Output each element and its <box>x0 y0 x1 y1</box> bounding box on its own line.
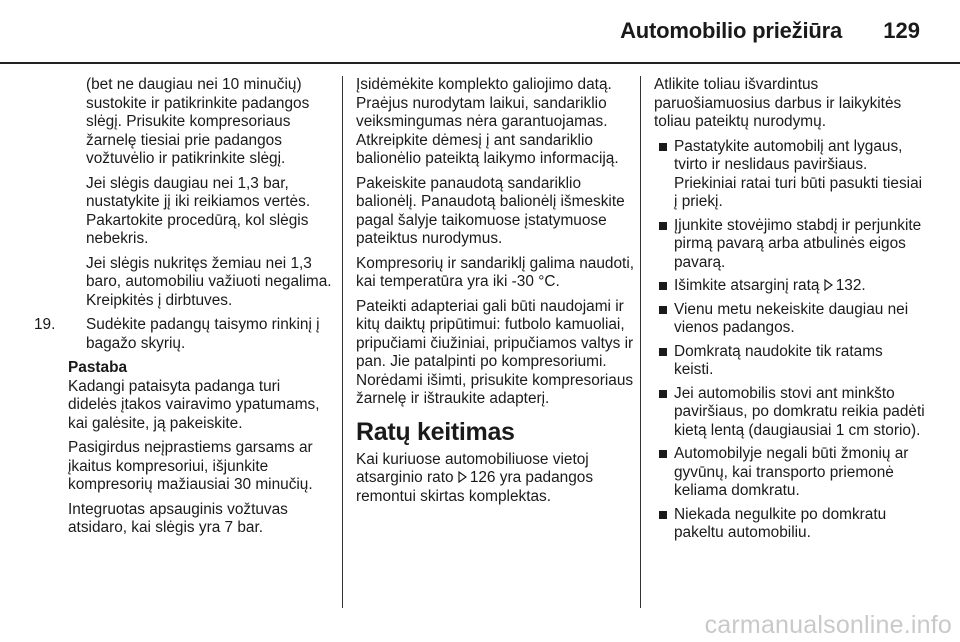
list-item <box>654 138 926 212</box>
bullet-square-icon <box>659 306 667 314</box>
list-item <box>654 445 926 501</box>
page-reference-arrow-icon <box>824 279 833 291</box>
bullet-square-icon <box>659 282 667 290</box>
paragraph: Jei slėgis daugiau nei 1,3 bar, nustatykite jį iki reikiamos vertės. Pakartokite procedūrą, kol slėgis nebekris. <box>86 174 311 247</box>
column-right <box>654 76 926 548</box>
page-header <box>0 0 960 62</box>
page-reference-arrow-icon <box>458 471 467 483</box>
note-text: Kadangi pataisyta padanga turi didelės įtakos vairavimo ypatumams, kai galėsite, ją pakeiskite. <box>68 377 320 432</box>
paragraph: Jei slėgis nukritęs žemiau nei 1,3 baro, automobiliu važiuoti negalima. Kreipkitės į dirbtuves. <box>86 254 332 309</box>
column-divider-left <box>342 76 343 608</box>
paragraph: Įsidėmėkite komplekto galiojimo datą. Praėjus nurodytam laikui, sandariklio veiksmingumas nėra garantuojamas. Atkreipkite dėmesį į ant sandariklio balionėlio pateiktą laikymo informaciją. <box>356 76 619 167</box>
paragraph: Pateikti adapteriai gali būti naudojami ir kitų daiktų pripūtimui: futbolo kamuoliai, pripučiami čiužiniai, pripučiamos valtys ir pan. Jie patalpinti po kompresoriumi. Norėdami išimti, prisukite kompresoriaus žarnelę ir ištraukite adapterį. <box>356 297 634 407</box>
list-item <box>654 217 926 273</box>
list-item-text: Automobilyje negali būti žmonių ar gyvūnų, kai transporto priemonė keliama domkratu. <box>674 445 909 499</box>
column-left <box>34 76 332 544</box>
bullet-square-icon <box>659 511 667 519</box>
list-item <box>654 385 926 441</box>
step-text: Sudėkite padangų taisymo rinkinį į bagažo skyrių. <box>86 316 320 352</box>
list-item <box>654 301 926 338</box>
list-item-text: Jei automobilis stovi ant minkšto paviršiaus, po domkratu reikia padėti kietą lentą (daugiausiai 1 cm storio). <box>674 384 925 439</box>
page-reference-link[interactable]: 132. <box>835 277 866 294</box>
paragraph: Kompresorių ir sandariklį galima naudoti, kai temperatūra yra iki -30 °C. <box>356 254 635 290</box>
paragraph: Integruotas apsauginis vožtuvas atsidaro, kai slėgis yra 7 bar. <box>68 500 288 536</box>
list-item <box>654 277 926 296</box>
bullet-list <box>654 138 926 543</box>
list-item <box>654 506 926 543</box>
watermark: carmanualsonline.info <box>704 611 952 639</box>
list-item-text: Domkratą naudokite tik ratams keisti. <box>674 342 883 378</box>
column-middle <box>356 76 642 512</box>
bullet-square-icon <box>659 348 667 356</box>
paragraph: Atlikite toliau išvardintus paruošiamuosius darbus ir laikykitės toliau pateiktų nurodymų. <box>654 76 902 130</box>
note-title: Pastaba <box>68 359 128 376</box>
note-block <box>34 359 332 538</box>
page-title: Automobilio priežiūra <box>620 18 842 43</box>
page-number: 129 <box>883 18 920 43</box>
list-item-text: Vienu metu nekeiskite daugiau nei vienos padangos. <box>674 300 909 336</box>
header-divider <box>0 62 960 64</box>
list-item-text: Niekada negulkite po domkratu pakeltu automobiliu. <box>674 505 887 541</box>
paragraph: Pakeiskite panaudotą sandariklio balionėlį. Panaudotą balionėlį išmeskite pagal šalyje taikomuose įstatymuose pateiktus nurodymus. <box>356 174 625 247</box>
paragraph: (bet ne daugiau nei 10 minučių) sustokite ir patikrinkite padangos slėgį. Prisukite kompresoriaus žarnelę tiesiai prie padangos vožtuvėlio ir patikrinkite slėgį. <box>86 76 310 167</box>
list-item-text: Išimkite atsarginį ratą <box>674 277 820 294</box>
section-heading: Ratų keitimas <box>356 417 515 446</box>
bullet-square-icon <box>659 450 667 458</box>
list-item-text: Įjunkite stovėjimo stabdį ir perjunkite pirmą pavarą arba atbulinės eigos pavarą. <box>674 216 922 271</box>
list-item <box>654 343 926 380</box>
paragraph: Pasigirdus neįprastiems garsams ar įkaitus kompresoriui, išjunkite kompresorių mažiausiai 30 minučių. <box>68 439 313 493</box>
list-item-text: Pastatykite automobilį ant lygaus, tvirto ir neslidaus paviršiaus. Priekiniai ratai turi būti pasukti tiesiai į priekį. <box>674 137 923 210</box>
bullet-square-icon <box>659 143 667 151</box>
page-reference-link[interactable]: 126 <box>469 469 496 486</box>
bullet-square-icon <box>659 390 667 398</box>
step-19 <box>34 316 332 353</box>
paragraph-text: yra padangos remontui skirtas komplektas. <box>356 469 594 505</box>
paragraph <box>356 451 642 507</box>
bullet-square-icon <box>659 222 667 230</box>
step-number: 19. <box>34 316 56 333</box>
paragraph-text: Kai kuriuose automobiliuose vietoj atsarginio rato <box>356 450 589 486</box>
